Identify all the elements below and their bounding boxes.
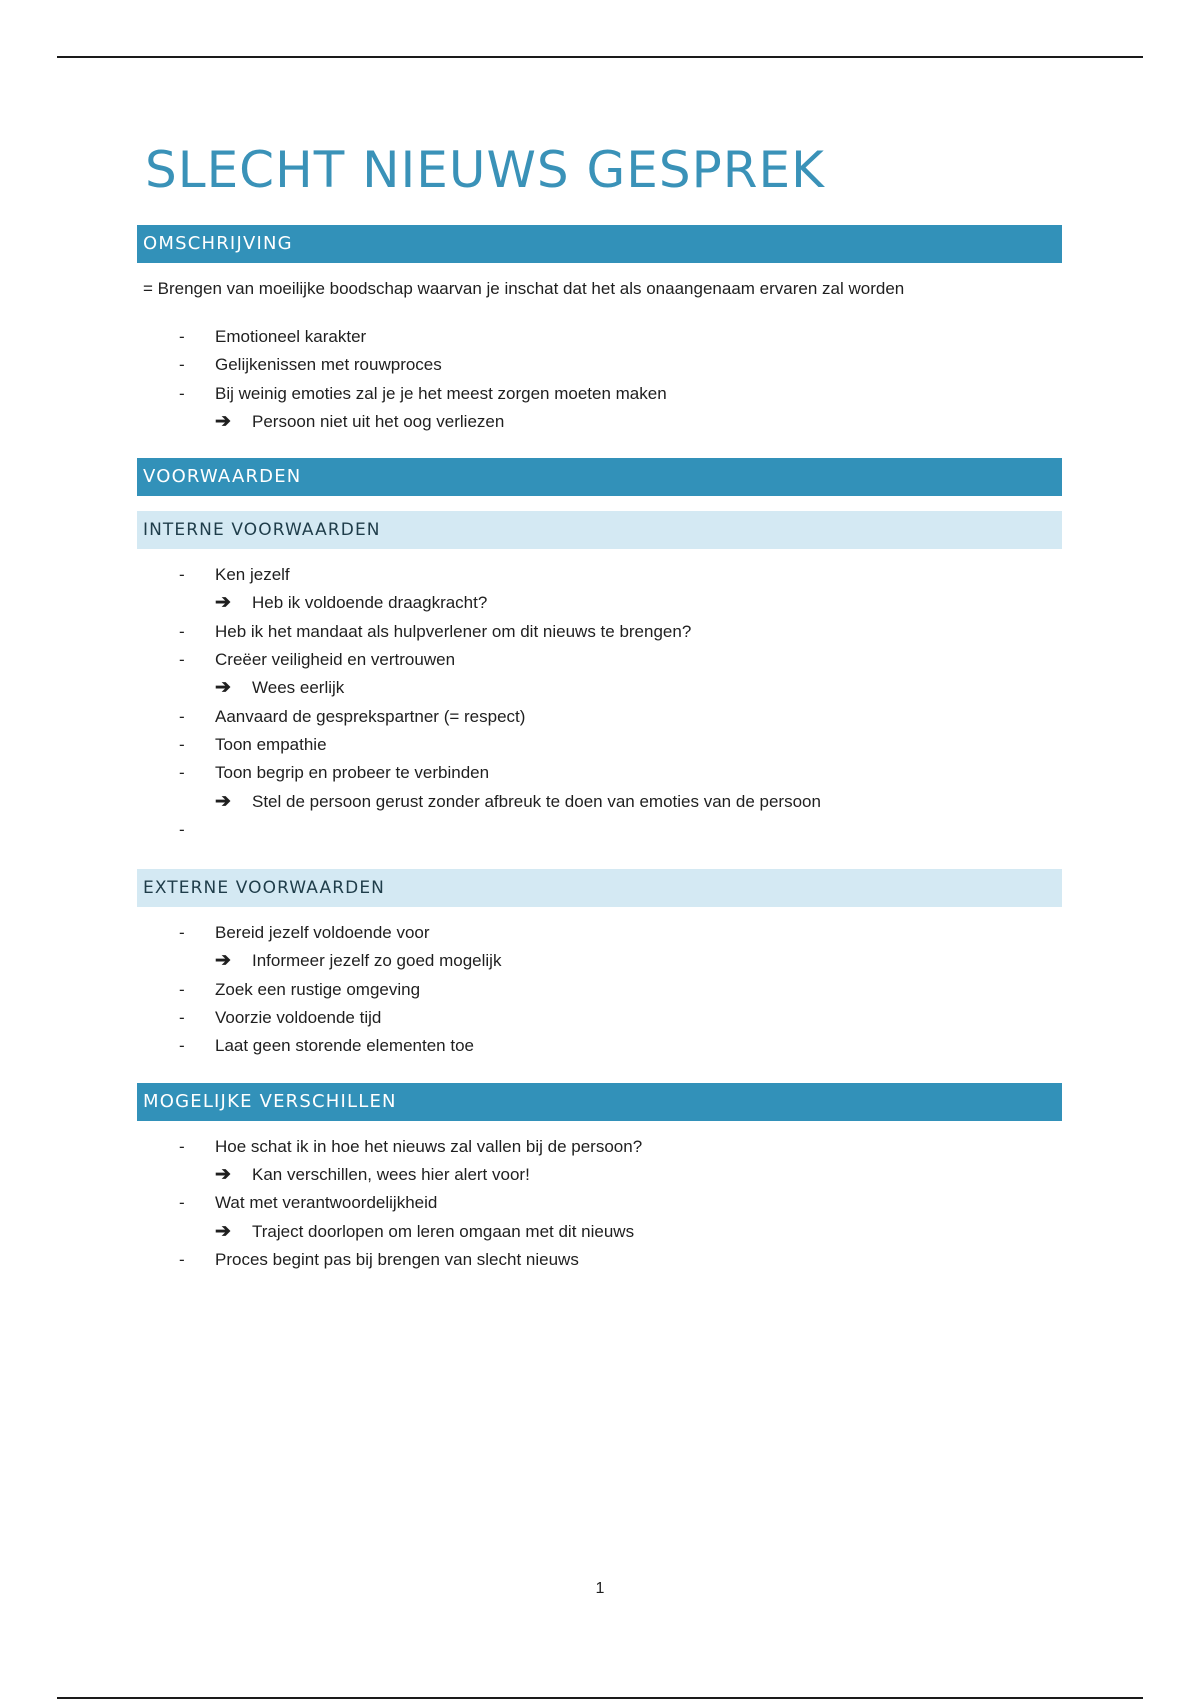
list-subitem: ➔ Persoon niet uit het oog verliezen — [137, 408, 1062, 436]
dash-marker: - — [179, 1136, 185, 1156]
arrow-icon: ➔ — [215, 410, 231, 432]
list-item: - Bij weinig emoties zal je je het meest zorgen moeten maken — [137, 380, 1062, 408]
list-subitem: ➔ Heb ik voldoende draagkracht? — [137, 589, 1062, 617]
dash-marker: - — [179, 1249, 185, 1269]
list-item: - Aanvaard de gesprekspartner (= respect) — [137, 703, 1062, 731]
heading-interne-voorwaarden: INTERNE VOORWAARDEN — [137, 511, 1062, 549]
verschillen-list — [137, 1133, 1062, 1274]
dash-marker: - — [179, 819, 185, 839]
interne-voorwaarden-list — [137, 561, 1062, 844]
list-item: - Hoe schat ik in hoe het nieuws zal vallen bij de persoon? — [137, 1133, 1062, 1161]
list-subitem: ➔ Wees eerlijk — [137, 674, 1062, 702]
list-item: - Creëer veiligheid en vertrouwen — [137, 646, 1062, 674]
dash-marker: - — [179, 706, 185, 726]
arrow-icon: ➔ — [215, 677, 231, 699]
heading-omschrijving: OMSCHRIJVING — [137, 225, 1062, 263]
list-item: - Toon empathie — [137, 731, 1062, 759]
list-item: - Voorzie voldoende tijd — [137, 1004, 1062, 1032]
externe-voorwaarden-list — [137, 919, 1062, 1060]
dash-marker: - — [179, 923, 185, 943]
list-subitem: ➔ Stel de persoon gerust zonder afbreuk te doen van emoties van de persoon — [137, 788, 1062, 816]
list-item: - Laat geen storende elementen toe — [137, 1032, 1062, 1060]
arrow-icon: ➔ — [215, 1163, 231, 1185]
arrow-icon: ➔ — [215, 1220, 231, 1242]
list-item: - Ken jezelf — [137, 561, 1062, 589]
dash-marker: - — [179, 979, 185, 999]
header-rule — [57, 56, 1143, 58]
dash-marker: - — [179, 1036, 185, 1056]
dash-marker: - — [179, 1008, 185, 1028]
dash-marker: - — [179, 355, 185, 375]
heading-externe-voorwaarden: EXTERNE VOORWAARDEN — [137, 869, 1062, 907]
definition-text: = Brengen van moeilijke boodschap waarvan je inschat dat het als onaangenaam ervaren zal worden — [143, 279, 905, 298]
dash-marker: - — [179, 327, 185, 346]
list-item: - Gelijkenissen met rouwproces — [137, 351, 1062, 379]
omschrijving-list — [137, 323, 1062, 436]
heading-mogelijke-verschillen: MOGELIJKE VERSCHILLEN — [137, 1083, 1062, 1121]
list-item: - Toon begrip en probeer te verbinden — [137, 759, 1062, 787]
list-item: - Zoek een rustige omgeving — [137, 976, 1062, 1004]
arrow-icon: ➔ — [215, 790, 231, 812]
list-subitem: ➔ Traject doorlopen om leren omgaan met dit nieuws — [137, 1218, 1062, 1246]
heading-voorwaarden: VOORWAARDEN — [137, 458, 1062, 496]
dash-marker: - — [179, 650, 185, 670]
arrow-icon: ➔ — [215, 950, 231, 972]
dash-marker: - — [179, 621, 185, 641]
dash-marker: - — [179, 383, 185, 403]
list-item: - Proces begint pas bij brengen van slecht nieuws — [137, 1246, 1062, 1274]
page-title: SLECHT NIEUWS GESPREK — [145, 141, 825, 199]
arrow-icon: ➔ — [215, 592, 231, 614]
dash-marker: - — [179, 1193, 185, 1213]
list-item-empty — [137, 816, 1062, 844]
document-body — [137, 140, 1062, 1274]
list-item: - Bereid jezelf voldoende voor — [137, 919, 1062, 947]
list-item: - Wat met verantwoordelijkheid — [137, 1189, 1062, 1217]
list-subitem: ➔ Informeer jezelf zo goed mogelijk — [137, 947, 1062, 975]
dash-marker: - — [179, 565, 185, 585]
list-subitem: ➔ Kan verschillen, wees hier alert voor! — [137, 1161, 1062, 1189]
footer-rule — [57, 1697, 1143, 1699]
dash-marker: - — [179, 763, 185, 783]
dash-marker: - — [179, 734, 185, 754]
list-item: - Emotioneel karakter — [137, 323, 1062, 351]
list-item: - Heb ik het mandaat als hulpverlener om dit nieuws te brengen? — [137, 618, 1062, 646]
page-number: 1 — [595, 1580, 605, 1597]
